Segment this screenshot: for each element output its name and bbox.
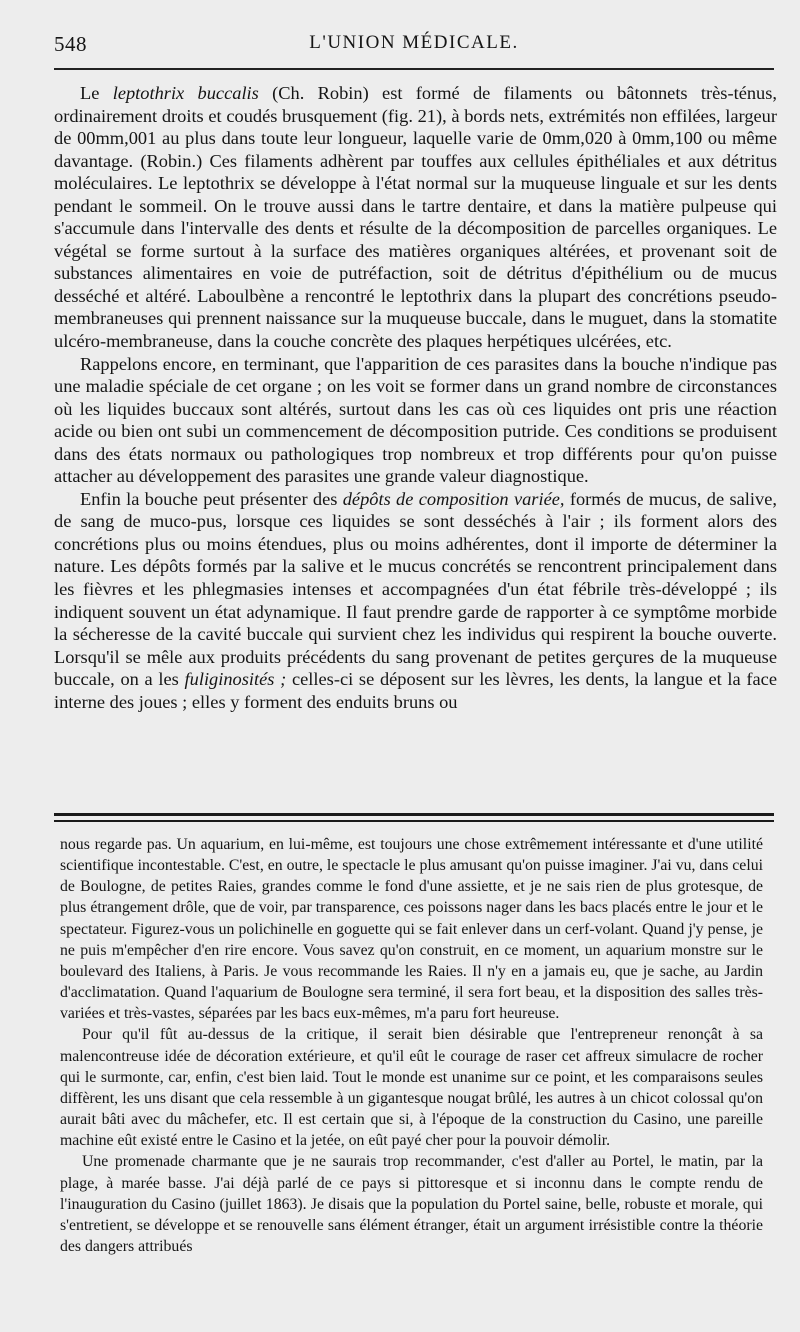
- page-header: [54, 32, 774, 62]
- p1-italic-term: leptothrix buccalis: [112, 83, 259, 103]
- paragraph-parasites: Rappelons encore, en terminant, que l'apparition de ces parasites dans la bouche n'indique pas une maladie spéciale de cet organe ; on les voit se former dans un grand nombre de circonstances où les liquides buccaux sont altérés, surtout dans les cas où ces liquides ont pris une réaction acide ou bien ont subi un commencement de décomposition putride. Ces conditions se produisent dans des états normaux ou pathologiques trop nombreux et trop différents pour qu'on puisse attacher au développement des parasites une grande valeur diagnostique.: [54, 353, 777, 487]
- p3-italic-term-2: fuliginosités ;: [184, 669, 287, 690]
- p1-lead: Le: [80, 83, 113, 103]
- feuilleton-rule-lower: [54, 820, 774, 822]
- header-rule: [54, 68, 774, 70]
- paragraph-depots: [54, 488, 777, 713]
- p3-lead: Enfin la bouche peut présenter des: [80, 488, 343, 509]
- p3-italic-term: dépôts de composition variée,: [342, 488, 565, 509]
- p3-body: formés de mucus, de salive, de sang de muco-pus, lorsque ces liquides se sont desséchés à l'air ; ils forment alors des concrétions plus ou moins étendues, plus ou moins adhérentes, dont il importe de déterminer la nature. Les dépôts formés par la salive et le mucus concrétés se rencontrent principalement dans les fièvres et les phlegmasies intenses et accompagnées d'un état fébrile très-développé ; ils indiquent souvent un état adynamique. Il faut prendre garde de rapporter à ce symptôme morbide la sécheresse de la cavité buccale qui survient chez les individus qui respirent la bouche ouverte. Lorsqu'il se mêle aux produits précédents du sang provenant de petites gerçures de la muqueuse buccale, on a les: [54, 488, 777, 690]
- page-number: 548: [54, 32, 87, 56]
- main-article-text: [54, 82, 777, 713]
- journal-title: L'UNION MÉDICALE.: [309, 32, 519, 53]
- feuilleton-rule-upper: [54, 813, 774, 816]
- feuilleton-paragraph-portel: Une promenade charmante que je ne saurais trop recommander, c'est d'aller au Portel, le matin, par la plage, à marée basse. J'ai déjà parlé de ce pays si pittoresque et si inconnu dans le compte rendu de l'inauguration du Casino (juillet 1863). Je disais que la population du Portel saine, belle, robuste et morale, qui s'entretient, se développe et se renouvelle sans élément étranger, était un argument irrésistible contre la théorie des dangers attribués: [60, 1153, 763, 1255]
- feuilleton-text: [60, 834, 763, 1257]
- paragraph-leptothrix: [54, 82, 777, 353]
- p1-body: (Ch. Robin) est formé de filaments ou bâtonnets très-ténus, ordinairement droits et coudés brusquement (fig. 21), à bords nets, extrémités non effilées, largeur de 00mm,001 au plus dans toute leur longueur, laquelle varie de 0mm,020 à 0mm,100 ou même davantage. (Robin.) Ces filaments adhèrent par touffes aux cellules épithéliales et aux détritus moléculaires. Le leptothrix se développe à l'état normal sur la muqueuse linguale et sur les dents pendant le sommeil. On le trouve aussi dans le tartre dentaire, et dans la matière pulpeuse qui s'accumule dans l'intervalle des dents et résulte de la décomposition de parcelles organiques. Le végétal se forme surtout à la surface des matières organiques altérées, et provenant soit de substances alimentaires en voie de putréfaction, soit de détritus d'épithélium ou de mucus desséché et altéré. Laboulbène a rencontré le leptothrix dans la plupart des concrétions pseudo-membraneuses qui prennent naissance sur la muqueuse buccale, dans le muguet, dans la stomatite ulcéro-membraneuse, dans la couche concrète des plaques herpétiques ulcérées, etc.: [54, 83, 777, 352]
- feuilleton-paragraph-aquarium: nous regarde pas. Un aquarium, en lui-même, est toujours une chose extrêmement intéressante et d'une utilité scientifique incontestable. C'est, en outre, le spectacle le plus amusant qu'on puisse imaginer. J'ai vu, dans celui de Boulogne, de petites Raies, grandes comme le fond d'une assiette, et je ne sais rien de plus grotesque, de plus étrangement drôle, que de voir, par transparence, ces poissons nager dans les bacs placés entre le jour et le spectateur. Figurez-vous un polichinelle en goguette qui se fait enlever dans un cerf-volant. Quand j'y pense, je ne puis m'empêcher d'en rire encore. Vous savez qu'on construit, en ce moment, un aquarium monstre sur le boulevard des Italiens, à Paris. Je vous recommande les Raies. Il n'y en a jamais eu, que je sache, au Jardin d'acclimatation. Quand l'aquarium de Boulogne sera terminé, il sera fort beau, et la disposition des salles très-variées et très-vastes, séparées par les bacs eux-mêmes, m'a paru fort heureuse.: [60, 836, 763, 1023]
- p3-tail: celles-ci se déposent sur les lèvres, les dents, la langue et la face interne des joues ; elles y forment des enduits bruns ou: [54, 669, 778, 712]
- feuilleton-paragraph-decoration: Pour qu'il fût au-dessus de la critique, il serait bien désirable que l'entrepreneur renonçât à sa malencontreuse idée de décoration extérieure, et qu'il eût le courage de raser cet affreux simulacre de rocher qui le surmonte, car, enfin, c'est bien laid. Tout le monde est unanime sur ce point, et les comparaisons seules diffèrent, les uns disant que cela ressemble à un gigantesque nougat brûlé, les autres à un chicot colossal qu'on aurait bâti avec du mâchefer, etc. Il est certain que si, à l'époque de la construction du Casino, une pareille machine eût existé entre le Casino et la jetée, on eût payé cher pour la pouvoir démolir.: [60, 1026, 763, 1150]
